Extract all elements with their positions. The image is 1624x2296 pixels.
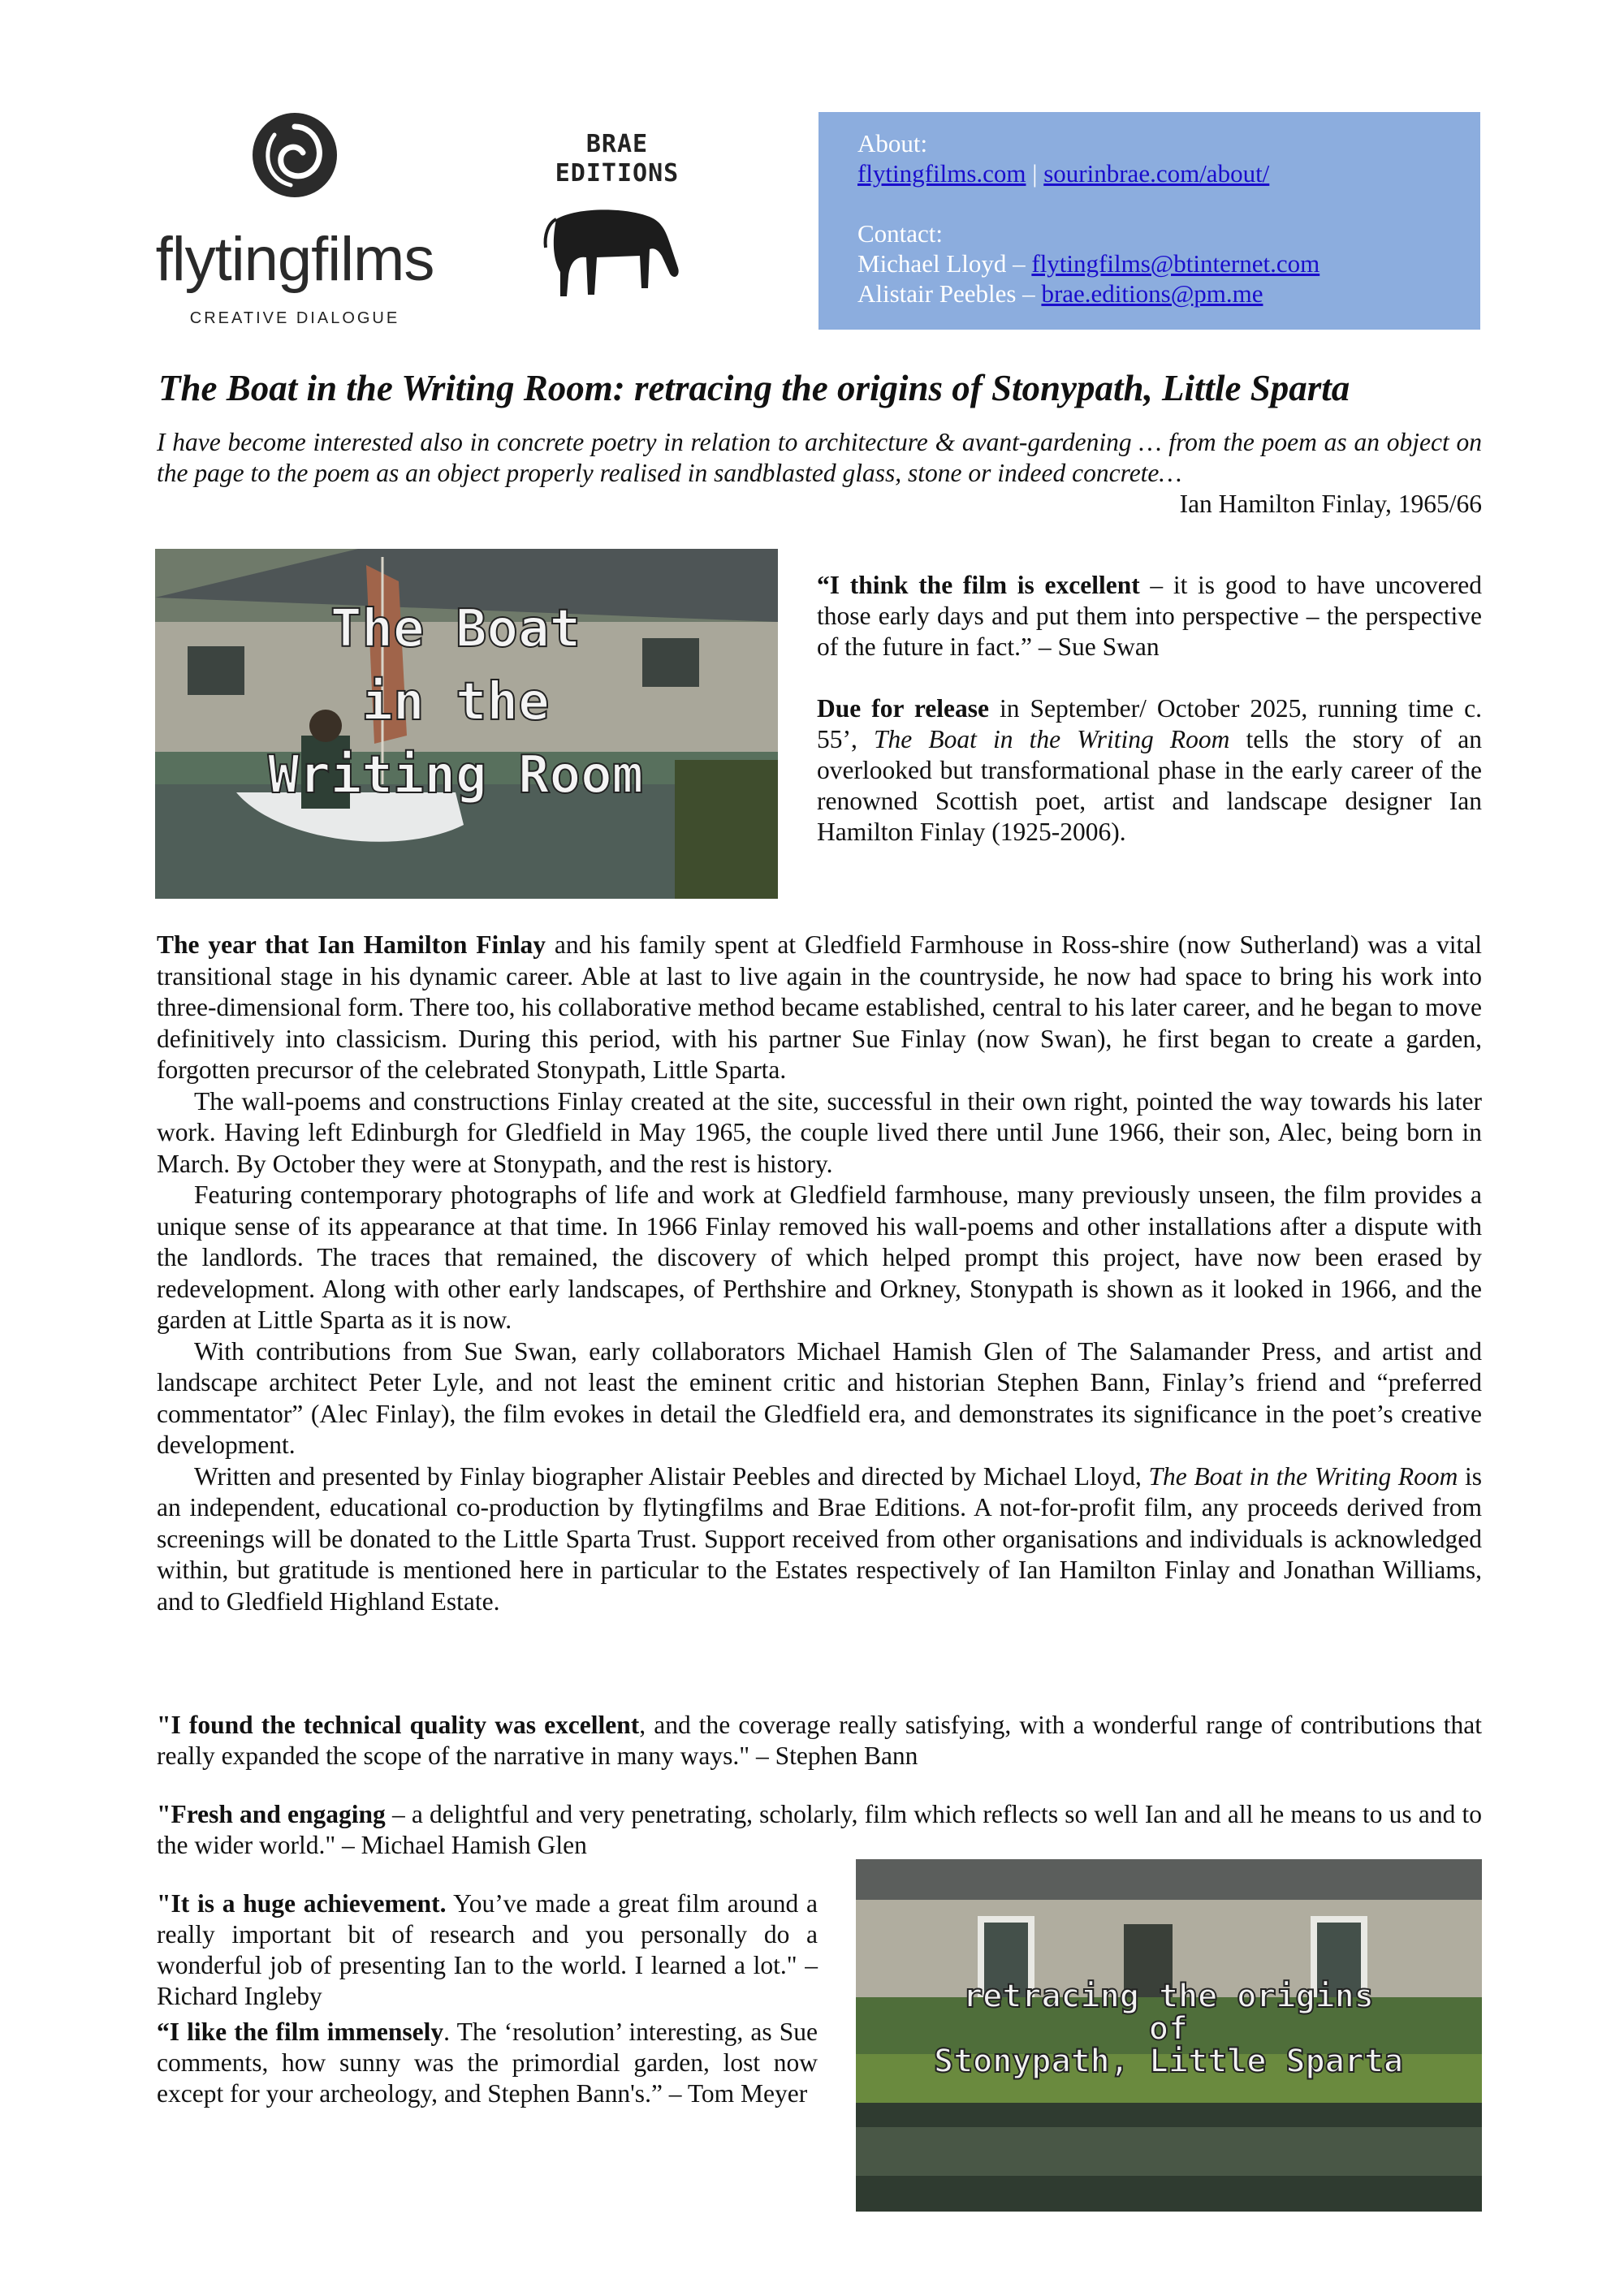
film-still-boat bbox=[155, 549, 778, 899]
horse-icon bbox=[520, 199, 715, 313]
flytingfilms-link[interactable]: flytingfilms.com bbox=[857, 159, 1026, 188]
about-contact-box bbox=[818, 112, 1480, 330]
flytingfilms-wordmark: flytingfilms bbox=[155, 225, 434, 294]
body-paragraph-1: The year that Ian Hamilton Finlay and his family spent at Gledfield Farmhouse in Ross-shire (now Sutherland) was a vital transitional stage in his dynamic career. Able at last to live again in the countryside, he now had space to bring his work into three-dimensional form. There too, his collaborative method became established, central to his later career, and he began to move definitively into classicism. During this period, with his partner Sue Finlay (now Swan), he first began to create a garden, forgotten precursor of the celebrated Stonypath, Little Sparta. bbox=[157, 930, 1482, 1084]
still2-caption-line1: retracing the origins bbox=[963, 1978, 1374, 2015]
release-paragraph: Due for release in September/ October 2025, running time c. 55’, The Boat in the Writing Room tells the story of an overlooked but transformational phase in the early career of the renowned Scottish poet, artist and landscape designer Ian Hamilton Finlay (1925-2006). bbox=[817, 694, 1482, 846]
body-paragraph-4: With contributions from Sue Swan, early collaborators Michael Hamish Glen of The Salamander Press, and artist and landscape architect Peter Lyle, and not least the eminent critic and historian Stephen Bann, Finlay’s friend and “preferred commentator” (Alec Finlay), the film evokes in detail the Gledfield era, and demonstrates its significance in the poet’s creative development. bbox=[157, 1336, 1482, 1459]
stonypath-scene-image bbox=[856, 1859, 1482, 2212]
link-separator: | bbox=[1032, 159, 1038, 188]
intro-column bbox=[817, 570, 1482, 878]
richard-ingleby-quote: "It is a huge achievement. You’ve made a great film around a really important bit of research and you personally do a wonderful job of presenting Ian to the world. I learned a lot." – Richard Ingleby bbox=[157, 1889, 818, 2010]
contact2-name: Alistair Peebles – bbox=[857, 279, 1035, 308]
film-still-stonypath bbox=[856, 1859, 1482, 2212]
about-label: About: bbox=[857, 129, 928, 158]
sue-swan-quote: “I think the film is excellent – it is good to have uncovered those early days and put them into perspective – the perspective of the future in fact.” – Sue Swan bbox=[817, 571, 1482, 661]
brae-logo-line2: EDITIONS bbox=[555, 159, 680, 188]
main-body-text bbox=[157, 930, 1482, 1617]
epigraph-text: I have become interested also in concrete poetry in relation to architecture & avant-gardening … from the poem as an object on the page to the poem as an object properly realised in sandblasted glass, stone or indeed concrete… bbox=[157, 428, 1482, 487]
still1-caption-line2: in the bbox=[361, 672, 550, 732]
brae-logo-line1: BRAE bbox=[585, 130, 649, 158]
contact-label: Contact: bbox=[857, 219, 944, 248]
michael-hamish-glen-quote: "Fresh and engaging – a delightful and very penetrating, scholarly, film which reflects so well Ian and all he means to us and to the wider world." – Michael Hamish Glen bbox=[157, 1800, 1482, 1859]
epigraph-attribution: Ian Hamilton Finlay, 1965/66 bbox=[1179, 490, 1482, 518]
body-paragraph-2: The wall-poems and constructions Finlay created at the site, successful in their own right, pointed the way towards his later work. Having left Edinburgh for Gledfield in May 1965, the couple lived there until June 1966, their son, Alec, being born in March. By October they were at Stonypath, and the rest is history. bbox=[157, 1086, 1482, 1178]
still2-caption-line2: of bbox=[1148, 2010, 1189, 2048]
spiral-logo-icon bbox=[153, 110, 437, 208]
stephen-bann-quote: "I found the technical quality was excellent, and the coverage really satisfying, with a wonderful range of contributions that really expanded the scope of the narrative in many ways." – Stephen Bann bbox=[157, 1711, 1483, 1770]
contact2-email-link[interactable]: brae.editions@pm.me bbox=[1041, 279, 1263, 308]
flytingfilms-logo bbox=[153, 110, 437, 338]
brae-editions-logo bbox=[520, 130, 715, 317]
contact1-email-link[interactable]: flytingfilms@btinternet.com bbox=[1031, 249, 1320, 278]
still1-caption-line1: The Boat bbox=[330, 599, 581, 659]
body-paragraph-5: Written and presented by Finlay biographer Alistair Peebles and directed by Michael Lloyd, The Boat in the Writing Room is an independent, educational co-production by flytingfilms and Brae Editions. A not-for-profit film, any proceeds derived from screenings will be donated to the Little Sparta Trust. Support received from other organisations and individuals is acknowledged within, but gratitude is mentioned here in particular to the Estates respectively of Ian Hamilton Finlay and Jonathan Williams, and to Gledfield Highland Estate. bbox=[157, 1461, 1482, 1616]
still2-caption-line3: Stonypath, Little Sparta bbox=[934, 2043, 1403, 2080]
body-paragraph-3: Featuring contemporary photographs of life and work at Gledfield farmhouse, many previously unseen, the film provides a unique sense of its appearance at that time. In 1966 Finlay removed his wall-poems and other installations after a dispute with the landlords. The traces that remained, the discovery of which helped prompt this project, have now been erased by redevelopment. Along with other early landscapes, of Perthshire and Orkney, Stonypath is shown as it looked in 1966, and the garden at Little Sparta as it is now. bbox=[157, 1180, 1482, 1334]
flytingfilms-tagline: CREATIVE DIALOGUE bbox=[189, 309, 400, 327]
boat-scene-image bbox=[155, 549, 778, 899]
page-title: The Boat in the Writing Room: retracing the origins of Stonypath, Little Sparta bbox=[158, 368, 1350, 408]
still1-caption-line3: Writing Room bbox=[267, 745, 644, 805]
contact1-name: Michael Lloyd – bbox=[857, 249, 1026, 278]
tom-meyer-quote: “I like the film immensely. The ‘resolution’ interesting, as Sue comments, how sunny was the primordial garden, lost now except for your archeology, and Stephen Bann's.” – Tom Meyer bbox=[157, 2018, 818, 2108]
sourinbrae-about-link[interactable]: sourinbrae.com/about/ bbox=[1043, 159, 1270, 188]
